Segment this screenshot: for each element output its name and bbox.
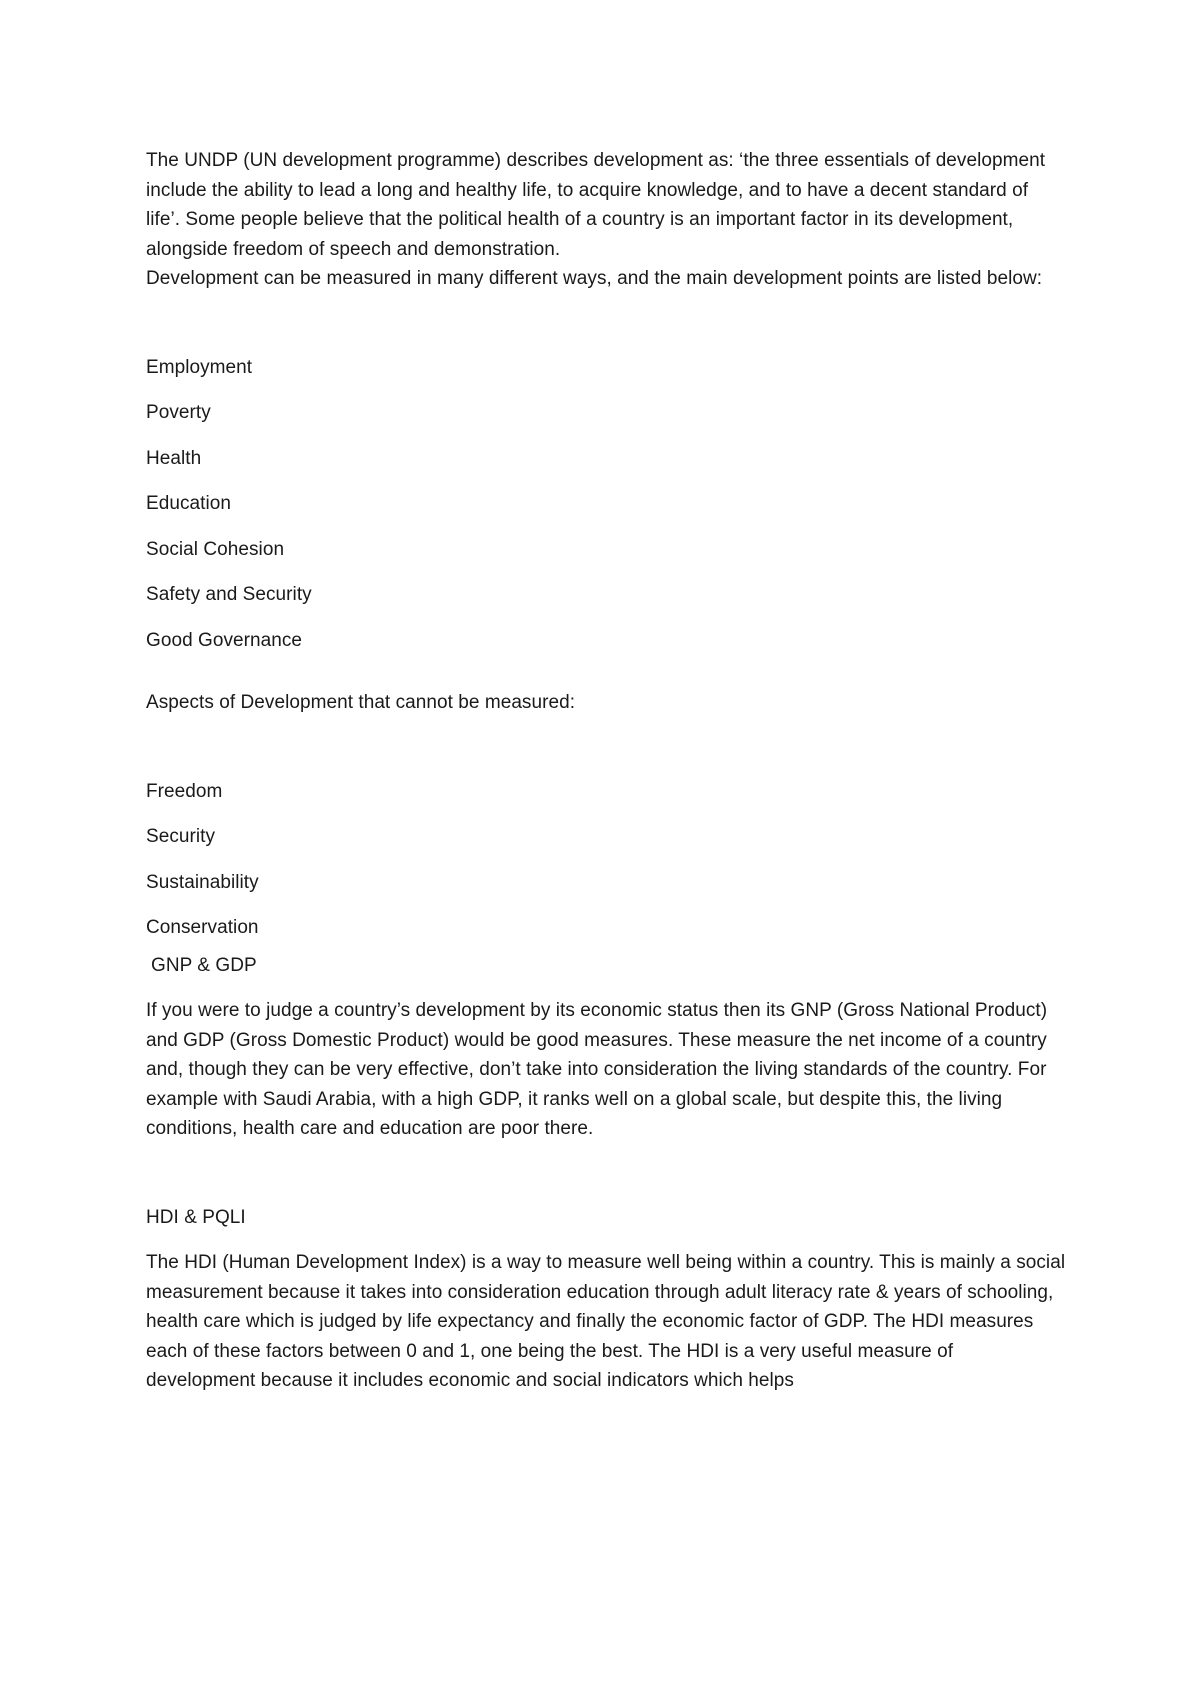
- list-item: Sustainability: [146, 871, 259, 893]
- list-item: Health: [146, 447, 202, 469]
- hdi-heading: HDI & PQLI: [146, 1206, 246, 1228]
- gnp-paragraph: If you were to judge a country’s development by its economic status then its GNP (Gross National Product) and GDP (Gross Domestic Product) would be good measures. These measure the net income of a country and, though they can be very effective, don’t take into consideration the living standards of the country. For example with Saudi Arabia, with a high GDP, it ranks well on a global scale, but despite this, the living conditions, health care and education are poor there.: [146, 1000, 1048, 1139]
- list-item: Education: [146, 493, 231, 514]
- list-item: Employment: [146, 356, 253, 378]
- measured-points-list: [146, 353, 1066, 672]
- list-item: Freedom: [146, 780, 223, 802]
- document-page: [146, 146, 1066, 1396]
- list-item: Social Cohesion: [146, 538, 285, 560]
- unmeasured-heading: Aspects of Development that cannot be measured:: [146, 692, 576, 713]
- list-item: Poverty: [146, 402, 211, 423]
- list-item: Conservation: [146, 917, 259, 938]
- intro-paragraph: The UNDP (UN development programme) describes development as: ‘the three essentials of development include the ability to lead a long and healthy life, to acquire knowledge, and to have a decent standard of life’. Some people believe that the political health of a country is an important factor in its development, alongside freedom of speech and demonstration.: [146, 150, 1046, 260]
- list-item: Good Governance: [146, 629, 303, 651]
- list-item: Safety and Security: [146, 584, 312, 605]
- gnp-heading: GNP & GDP: [151, 954, 257, 976]
- list-item: Security: [146, 826, 216, 847]
- hdi-paragraph: The HDI (Human Development Index) is a way to measure well being within a country. This is mainly a social measurement because it takes into consideration education through adult literacy rate & years of schooling, health care which is judged by life expectancy and finally the economic factor of GDP. The HDI measures each of these factors between 0 and 1, one being the best. The HDI is a very useful measure of development because it includes economic and social indicators which helps: [146, 1252, 1066, 1391]
- unmeasured-points-list: [146, 777, 1066, 959]
- measured-intro-paragraph: Development can be measured in many different ways, and the main development points are listed below:: [146, 268, 1043, 289]
